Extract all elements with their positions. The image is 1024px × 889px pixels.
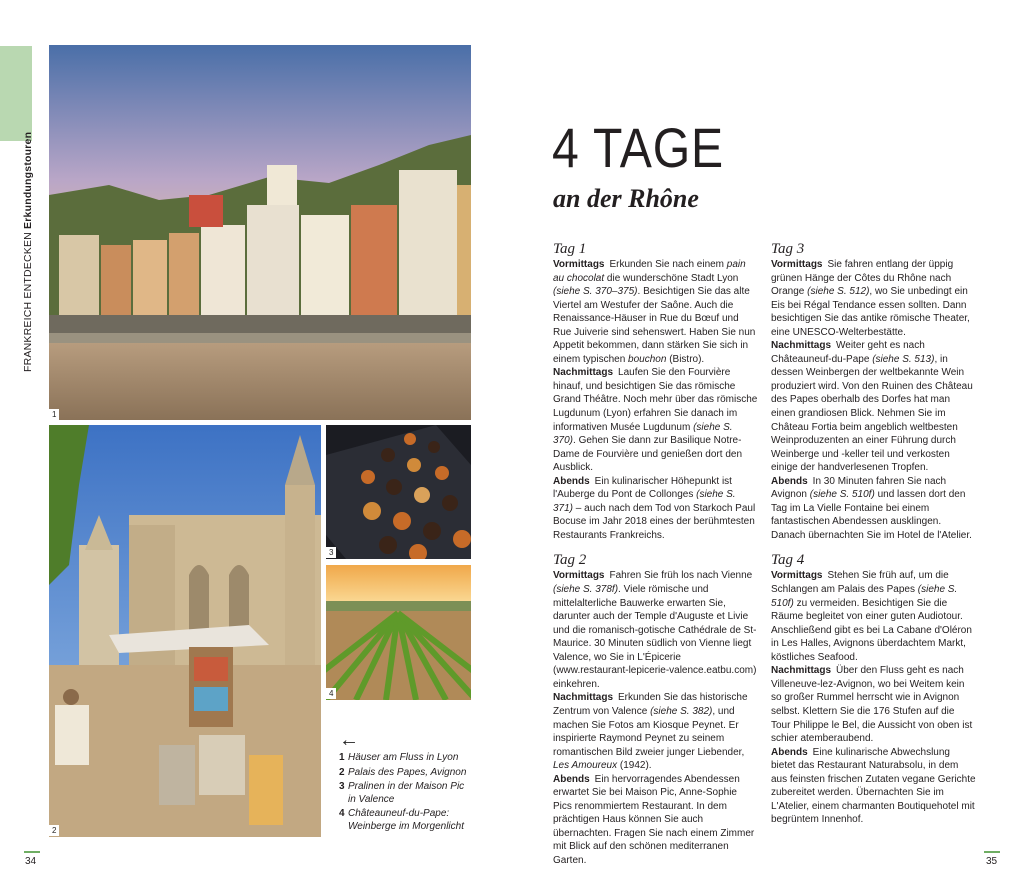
caption-number: 1 [339,752,345,763]
time-of-day-label: Vormittags [553,570,605,582]
body-text: (Bistro). [666,353,705,365]
body-text: Fahren Sie früh los nach Vienne [609,570,753,582]
day-title: Tag 4 [771,552,805,569]
photo-palais-des-papes [49,425,321,837]
page-reference: (siehe S. 370–375) [553,286,638,298]
caption-item [339,767,469,780]
page-reference: (siehe S. 512) [807,286,870,298]
body-text: zu vermeiden. Besichtigen Sie die Räume begleitet von einer guten Audiotour. Anschließend gibt es bei La Cabane d'Oléron in Les Halles, Avignons überdachtem Markt, köstliches Seafood. [771,597,972,663]
body-text: , wo Sie unbedingt ein Eis bei Régal Tendance essen sollten. Dann besichtigen Sie das antike römische Theater, eine UNESCO-Welterbestätte. [771,286,970,338]
body-text: In 30 Minuten fahren Sie nach Avignon [771,475,947,501]
photo-number-2: 2 [49,825,59,836]
day-paragraph [553,475,758,543]
body-text: Stehen Sie früh auf, um die Schlangen am Palais des Papes [771,570,949,596]
body-text: Ein hervorragendes Abendessen erwartet Sie bei Maison Pic, Anne-Sophie Pics renommiertem Restaurant. In dem prächtigen Haus können Sie auch übernachten. Fragen Sie nach einem Zimmer mit Blick auf den schönen mediterranen Garten. [553,773,755,866]
page-reference: (siehe S. 513) [872,353,935,365]
photo-number-3: 3 [326,547,336,558]
day-section [553,241,758,542]
photo-number-4: 4 [326,688,336,699]
time-of-day-label: Vormittags [553,259,605,270]
caption-number: 3 [339,781,345,792]
page-number-rule-right [984,851,1000,853]
page-reference: (siehe S. 378f) [553,584,619,596]
day-paragraph [771,746,976,827]
day-paragraph [553,258,758,366]
page-number-left: 34 [25,856,37,867]
text-column-left [553,241,758,878]
body-text: , in dessen Weinbergen der weltbekannte Wein produziert wird. Von den Ruinen des Château des Papes oberhalb des Dorfes hat man einen grandiosen Blick. Nehmen Sie im Château Fortia beim angeblich weltbesten Weinproduzenten an einer Führung durch Weinberge und -keller teil und verkosten einige der handverlesenen Tropfen. [771,353,973,474]
body-text: Sie fahren entlang der üppig grünen Hänge der Côtes du Rhône nach Orange [771,259,954,298]
time-of-day-label: Nachmittags [771,665,832,677]
caption-item [339,781,469,806]
page-number-right: 35 [986,856,998,867]
time-of-day-label: Abends [771,746,808,758]
body-text: Erkunden Sie nach einem [609,259,727,270]
body-text: , und machen Sie Fotos am Kiosque Peynet. Er inspirierte Raymond Peynet zu seinem romantischen Bild zweier junger Liebender, [553,705,745,758]
body-text: Eine kulinarische Abwechslung bietet das Restaurant Naturabsolu, in dem aus feinsten frischen Zutaten vegane Gerichte zubereitet werden. Übernachten Sie im L'Atelier, einem charmanten Boutiquehotel mit begrüntem Innenhof. [771,746,976,826]
body-text: Les Amoureux [553,760,618,772]
arrow-left-icon: ← [339,729,359,751]
time-of-day-label: Nachmittags [553,692,614,704]
body-text: (1942). [617,760,652,772]
caption-number: 2 [339,766,345,778]
day-paragraph [771,339,976,474]
page-reference: (siehe S. 371) [553,489,736,514]
page-reference: (siehe S. 370) [553,421,733,447]
page-subtitle: an der Rhône [553,184,699,213]
time-of-day-label: Vormittags [771,570,823,582]
page-title: 4 TAGE [552,116,725,179]
running-header-section: Erkundungstouren [22,131,34,229]
body-text: Laufen Sie den Fourvière hinauf, und besichtigen Sie das römische Grand Théâtre. Noch mehr über das römische Lugdunum (Lyon) erfahren Sie danach im informativen Musée Lugdunum [553,367,758,433]
day-paragraph [771,664,976,745]
day-paragraph [771,258,976,339]
time-of-day-label: Abends [553,475,590,487]
caption-item [339,808,469,833]
body-text: Ein kulinarischer Höhepunkt ist l'Auberge du Pont de Collonges [553,475,732,501]
day-title: Tag 3 [771,241,805,257]
day-title: Tag 1 [553,241,587,257]
day-paragraph [553,691,758,772]
section-color-tab [0,46,32,141]
photo-lyon [49,45,471,420]
body-text: Erkunden Sie das historische Zentrum von Valence [553,692,748,717]
day-paragraph [553,366,758,474]
body-text: bouchon [628,353,667,365]
caption-text: Châteauneuf-du-Pape: Weinberge im Morgenlicht [348,808,464,832]
caption-text: Pralinen in der Maison Pic in Valence [348,781,465,805]
caption-text: Palais des Papes, Avignon [348,766,467,778]
time-of-day-label: Abends [553,773,590,785]
time-of-day-label: Abends [771,475,808,487]
body-text: die wunderschöne Stadt Lyon [604,272,739,284]
day-section [771,241,976,542]
text-column-right [771,241,976,837]
day-paragraph [771,475,976,543]
running-header [22,132,34,372]
body-text: . Gehen Sie dann zur Basilique Notre-Dame de Fourvière und genießen dort den Ausblick. [553,435,743,474]
day-title: Tag 2 [553,552,587,569]
caption-item [339,752,469,765]
caption-text: Häuser am Fluss in Lyon [348,752,459,763]
body-text: pain au chocolat [553,259,746,284]
body-text: . Viele römische und mittelalterliche Bauwerke erwarten Sie, darunter auch der Temple d'Auguste et Livie und die romanisch-gotische Cathédrale de St-Maurice. 30 Minuten südlich von Vienne liegt Valence, wo Sie in L'Épicerie (www.restaurant-lepicerie-valence.eatbu.com) einkehren. [553,584,757,690]
page-number-rule-left [24,851,40,853]
body-text: – auch nach dem Tod von Starkoch Paul Bocuse im Jahr 2018 eines der berühmtesten Restaurants Frankreichs. [553,502,756,541]
body-text: und lassen dort den Tag im La Vielle Fontaine bei einem fantastischen Abendessen ausklingen. Danach übernachten Sie im Hotel de l'Atelier. [771,489,972,541]
body-text: Weiter geht es nach Châteauneuf-du-Pape [771,340,925,365]
page-reference: (siehe S. 510f) [809,489,875,501]
page-reference: (siehe S. 382) [650,705,713,717]
running-header-prefix: FRANKREICH ENTDECKEN [22,232,34,372]
photo-captions [339,752,469,835]
caption-number: 4 [339,808,345,819]
photo-weinberge [326,565,471,700]
day-section [553,552,758,867]
time-of-day-label: Vormittags [771,259,823,270]
time-of-day-label: Nachmittags [771,340,832,352]
day-paragraph [553,569,758,691]
day-paragraph [771,569,976,664]
photo-number-1: 1 [49,409,59,420]
photo-pralinen [326,425,471,559]
page-reference: (siehe S. 510f) [771,584,958,609]
body-text: Über den Fluss geht es nach Villeneuve-lez-Avignon, wo bei Weitem kein so großer Rummel herrscht wie in Avignon selbst. Klettern Sie die 176 Stufen auf die Tour Philippe le Bel, die Aussicht von oben ist schier atemberaubend. [771,665,973,745]
day-paragraph [553,773,758,868]
time-of-day-label: Nachmittags [553,367,614,379]
body-text: . Besichtigen Sie das alte Viertel am Westufer der Saône. Auch die Renaissance-Häuser in Rue du Bœuf und Rue Juiverie sind sehenswert. Haben Sie nun Appetit bekommen, dann stärken Sie sich in einem typischen [553,286,756,365]
day-section [771,552,976,826]
